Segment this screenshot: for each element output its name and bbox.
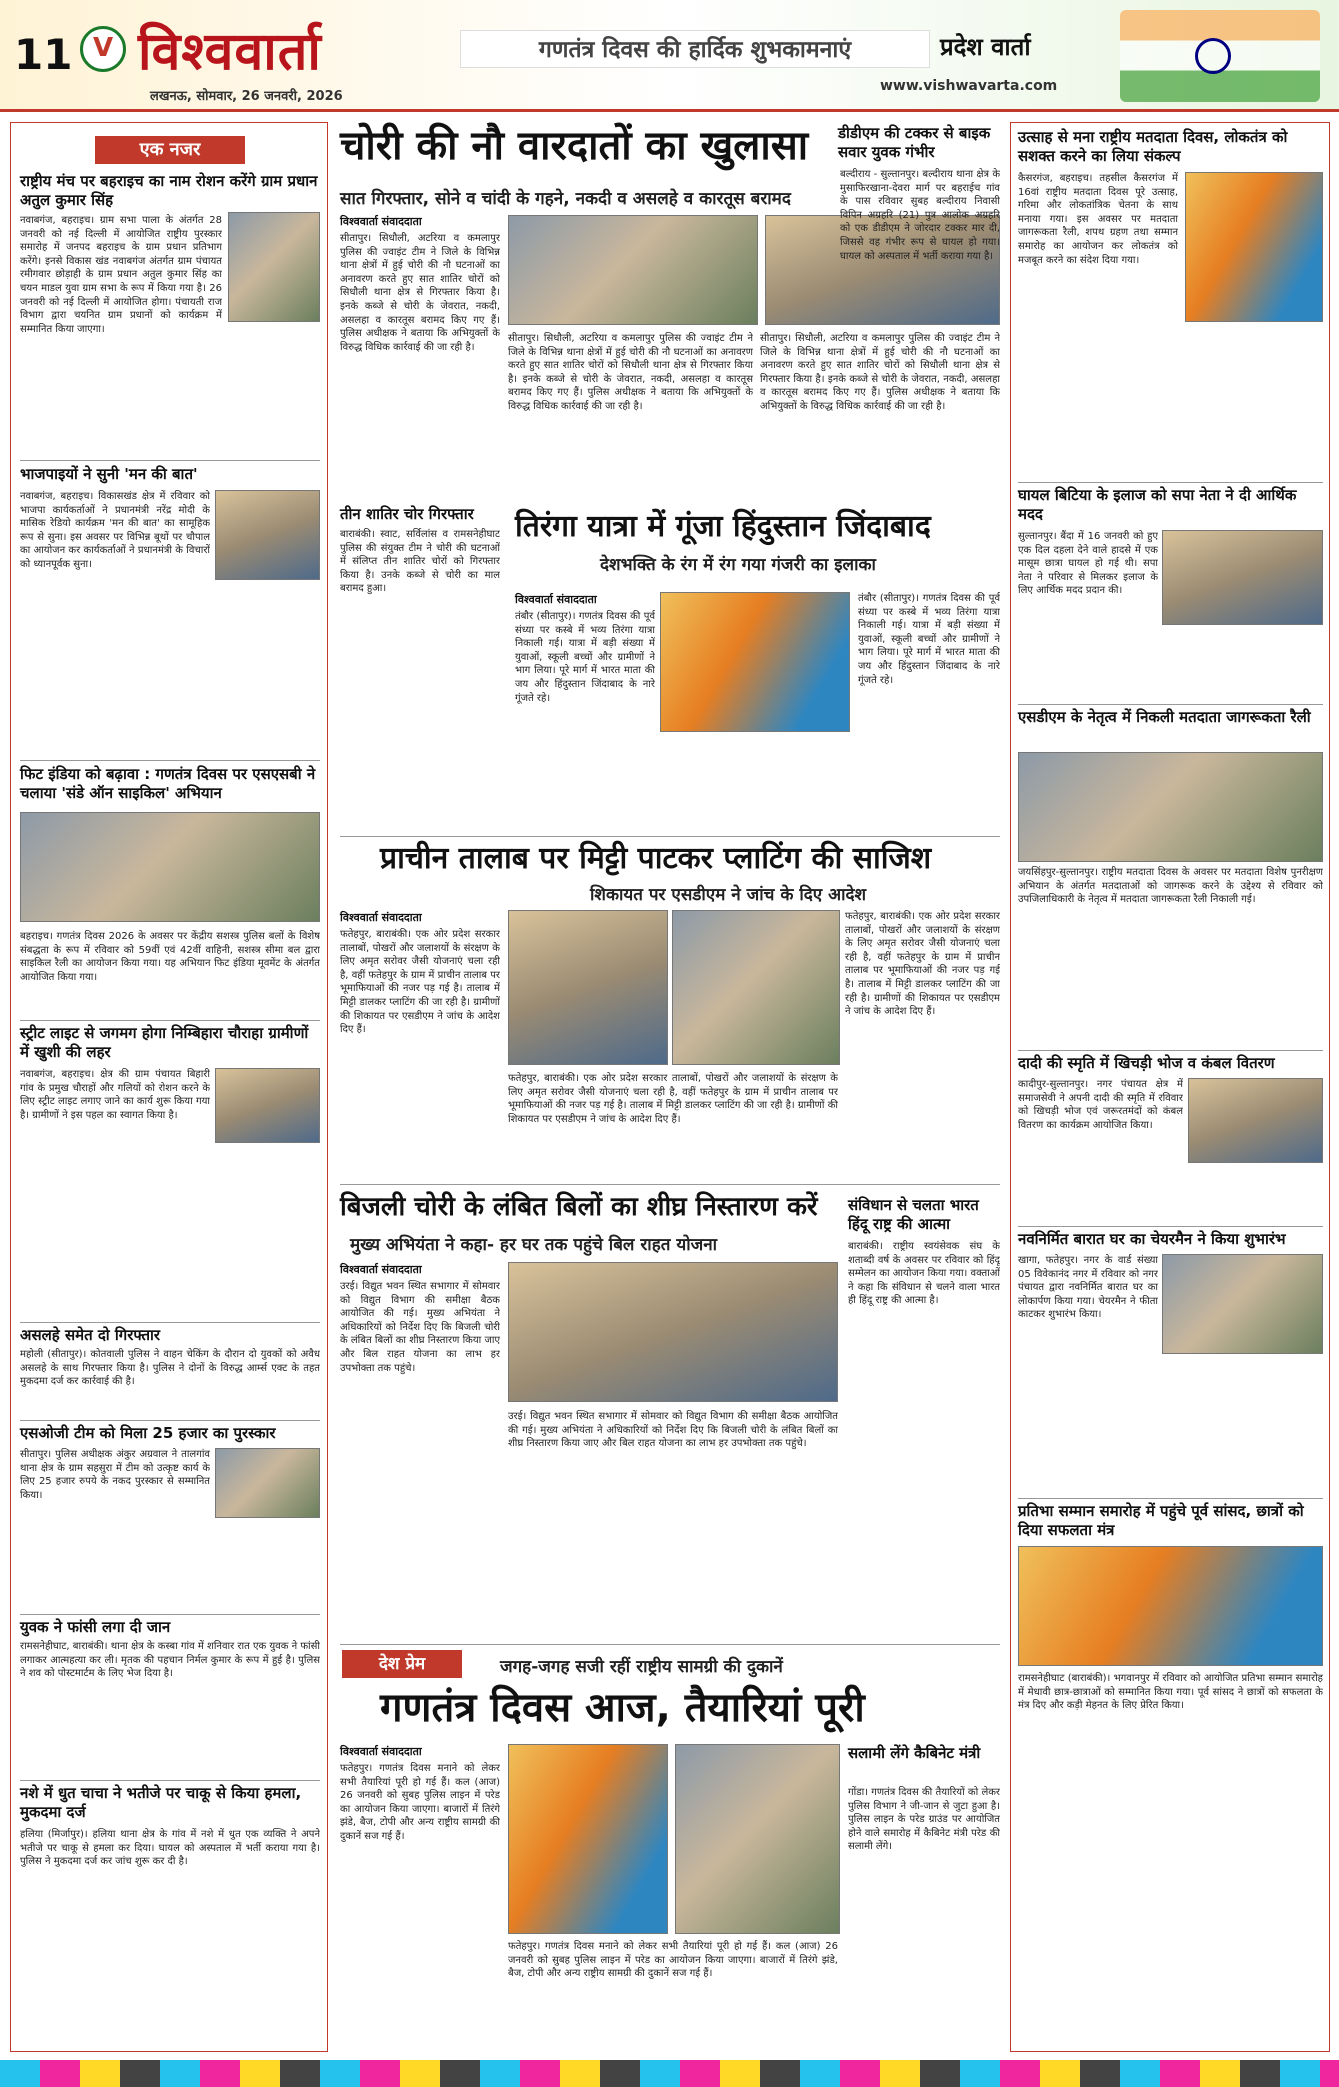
right-story-7-headline: प्रतिभा सम्मान समारोह में पहुंचे पूर्व सांसद, छात्रों को दिया सफलता मंत्र	[1018, 1502, 1304, 1539]
pond-headline: प्राचीन तालाब पर मिट्टी पाटकर प्लाटिंग की साजिश	[380, 841, 932, 876]
divider	[1018, 1226, 1323, 1227]
divider	[340, 1184, 1000, 1185]
divider	[1018, 482, 1323, 483]
right-story-6-body: खागा, फतेहपुर। नगर के वार्ड संख्या 05 विवेकानंद नगर में रविवार को नगर पंचायत द्वारा नवनिर्मित बारात घर का लोकार्पण किया गया। चेयरमैन ने फीता काटकर शुभारंभ किया।	[1018, 1255, 1158, 1321]
felicitation-photo	[1018, 1546, 1323, 1666]
ek-nazar-header: एक नजर	[95, 136, 245, 164]
divider	[20, 1020, 320, 1021]
pond-photo-site	[672, 910, 840, 1065]
logo-letter: V	[93, 33, 114, 63]
pond-subheadline: शिकायत पर एसडीएम ने जांच के दिए आदेश	[590, 885, 867, 905]
republic-body: फतेहपुर। गणतंत्र दिवस मनाने को लेकर सभी तैयारियां पूरी हो गई हैं। कल (आज) 26 जनवरी को सुबह पुलिस लाइन में परेड का आयोजन किया जाएगा। बाजारों में तिरंगे झंडे, बैज, टोपी और अन्य राष्ट्रीय सामग्री की दुकानें सज गई हैं।	[340, 1763, 500, 1842]
lead-headline: चोरी की नौ वारदातों का खुलासा	[340, 123, 809, 169]
section-title: प्रदेश वार्ता	[940, 33, 1031, 61]
constitution-headline: संविधान से चलता भारत हिंदू राष्ट्र की आत्मा	[848, 1196, 979, 1233]
pond-photo-officials	[508, 910, 668, 1065]
lead-body-continued-2: सीतापुर। सिधौली, अटरिया व कमलापुर पुलिस की ज्वाइंट टीम ने जिले के विभिन्न थाना क्षेत्रों में हुई चोरी की नौ घटनाओं का अनावरण करते हुए सात शातिर चोरों को सिधौली थाना क्षेत्र से गिरफ्तार किया है। इनके कब्जे से चोरी के जेवरात, नकदी, असलहा व कारतूस बरामद किए गए हैं। पुलिस अधीक्षक ने बताया कि अभियुक्तों के विरुद्ध विधिक कार्रवाई की जा रही है।	[760, 333, 1000, 412]
right-story-1-headline: डीडीएम की टक्कर से बाइक सवार युवक गंभीर	[838, 124, 991, 161]
republic-byline: विश्ववार्ता संवाददाता	[340, 1745, 422, 1758]
pond-body-continued: फतेहपुर, बाराबंकी। एक ओर प्रदेश सरकार तालाबों, पोखरों और जलाशयों के संरक्षण के लिए अमृत सरोवर जैसी योजनाएं चला रही है, वहीं फतेहपुर के ग्राम में प्राचीन तालाब पर भूमाफियाओं की नजर पड़ गई है। तालाब में मिट्टी डालकर प्लाटिंग की जा रही है। ग्रामीणों की शिकायत पर एसडीएम ने जांच के आदेश दिए हैं।	[508, 1073, 838, 1125]
tiranga-subheadline: देशभक्ति के रंग में रंग गया गंजरी का इलाका	[600, 555, 876, 575]
electricity-subheadline: मुख्य अभियंता ने कहा- हर घर तक पहुंचे बिल राहत योजना	[350, 1235, 718, 1255]
website-link[interactable]: www.vishwavarta.com	[880, 78, 1058, 94]
tiranga-byline: विश्ववार्ता संवाददाता	[515, 593, 597, 606]
lead-subheadline: सात गिरफ्तार, सोने व चांदी के गहने, नकदी व असलहे व कारतूस बरामद	[340, 189, 791, 209]
divider	[1018, 1498, 1323, 1499]
divider	[20, 760, 320, 761]
page-number: 11	[14, 30, 73, 79]
electricity-headline: बिजली चोरी के लंबित बिलों का शीघ्र निस्तारण करें	[340, 1192, 818, 1222]
right-story-5-headline: दादी की स्मृति में खिचड़ी भोज व कंबल वितरण	[1018, 1054, 1275, 1072]
salute-body: गोंडा। गणतंत्र दिवस की तैयारियों को लेकर पुलिस विभाग ने जी-जान से जुटा हुआ है। पुलिस लाइन के परेड ग्राउंड पर आयोजित होने वाले समारोह में कैबिनेट मंत्री परेड की सलामी लेंगे।	[848, 1787, 1000, 1853]
republic-headline: गणतंत्र दिवस आज, तैयारियां पूरी	[380, 1685, 865, 1731]
left-story-4-headline: स्ट्रीट लाइट से जगमग होगा निम्बिहारा चौराहा ग्रामीणों में खुशी की लहर	[20, 1024, 309, 1061]
lead-body: सीतापुर। सिधौली, अटरिया व कमलापुर पुलिस की ज्वाइंट टीम ने जिले के विभिन्न थाना क्षेत्रों में हुई चोरी की नौ घटनाओं का अनावरण करते हुए सात शातिर चोरों को सिधौली थाना क्षेत्र से गिरफ्तार किया है। इनके कब्जे से चोरी के जेवरात, नकदी, असलहा व कारतूस बरामद किए गए हैं। पुलिस अधीक्षक ने बताया कि अभियुक्तों के विरुद्ध विधिक कार्रवाई की जा रही है।	[340, 233, 500, 353]
tiranga-body-continued: तंबौर (सीतापुर)। गणतंत्र दिवस की पूर्व संध्या पर कस्बे में भव्य तिरंगा यात्रा निकाली गई। यात्रा में बड़ी संख्या में युवाओं, स्कूली बच्चों और ग्रामीणों ने भाग लिया। पूरे मार्ग में भारत माता की जय और हिंदुस्तान जिंदाबाद के नारे गूंजते रहे।	[858, 593, 1000, 686]
lead-side-headline: तीन शातिर चोर गिरफ्तार	[340, 505, 474, 523]
awareness-rally-photo	[1018, 752, 1323, 862]
tiranga-photo	[660, 592, 850, 732]
tiranga-body: तंबौर (सीतापुर)। गणतंत्र दिवस की पूर्व संध्या पर कस्बे में भव्य तिरंगा यात्रा निकाली गई। यात्रा में बड़ी संख्या में युवाओं, स्कूली बच्चों और ग्रामीणों ने भाग लिया। पूरे मार्ग में भारत माता की जय और हिंदुस्तान जिंदाबाद के नारे गूंजते रहे।	[515, 611, 655, 704]
divider	[20, 1614, 320, 1615]
divider	[340, 1644, 1000, 1645]
parade-photo	[675, 1744, 840, 1934]
left-story-2-headline: भाजपाइयों ने सुनी 'मन की बात'	[20, 465, 198, 483]
right-story-2-body: कैसरगंज, बहराइच। तहसील कैसरगंज में 16वां राष्ट्रीय मतदाता दिवस पूरे उत्साह, गरिमा और लोकतांत्रिक चेतना के साथ मनाया गया। इस अवसर पर मतदाता जागरूकता रैली, शपथ ग्रहण तथा सम्मान समारोह का आयोजन कर लोकतंत्र को मजबूत करने का संदेश दिया गया।	[1018, 173, 1178, 266]
divider	[1018, 1050, 1323, 1051]
lead-photo-arrested	[508, 215, 758, 325]
republic-day-greeting: गणतंत्र दिवस की हार्दिक शुभकामनाएं	[460, 30, 930, 68]
right-story-4-body: जयसिंहपुर-सुल्तानपुर। राष्ट्रीय मतदाता दिवस के अवसर पर मतदाता विशेष पुनरीक्षण अभियान के अंतर्गत मतदाताओं को जागरूक करने के उद्देश्य से रविवार को उपजिलाधिकारी के नेतृत्व में मतदाता जागरूकता रैली निकाली गई।	[1018, 867, 1323, 906]
divider	[20, 1322, 320, 1323]
right-story-7-body: रामसनेहीघाट (बाराबंकी)। भगवानपुर में रविवार को आयोजित प्रतिभा सम्मान समारोह में मेधावी छात्र-छात्राओं को सम्मानित किया गया। पूर्व सांसद ने छात्रों को सफलता के मंत्र दिए और कड़ी मेहनत के लिए प्रेरित किया।	[1018, 1673, 1323, 1712]
left-story-2-body: नवाबगंज, बहराइच। विकासखंड क्षेत्र में रविवार को भाजपा कार्यकर्ताओं ने प्रधानमंत्री नरेंद्र मोदी के मासिक रेडियो कार्यक्रम 'मन की बात' का सामूहिक रूप से सुना। इस अवसर पर विभिन्न बूथों पर चौपाल का आयोजन कर कार्यकर्ताओं ने प्रधानमंत्री के विचारों को ध्यानपूर्वक सुना।	[20, 491, 210, 570]
lead-side-body: बाराबंकी। स्वाट, सर्विलांस व रामसनेहीघाट पुलिस की संयुक्त टीम ने चोरी की घटनाओं में संलिप्त तीन शातिर चोरों को गिरफ्तार किया है। उनके कब्जे से चोरी का माल बरामद हुआ।	[340, 529, 500, 595]
dateline: लखनऊ, सोमवार, 26 जनवरी, 2026	[150, 89, 343, 104]
aid-photo	[1162, 530, 1323, 625]
portrait-photo	[228, 212, 320, 322]
pond-body-continued-2: फतेहपुर, बाराबंकी। एक ओर प्रदेश सरकार तालाबों, पोखरों और जलाशयों के संरक्षण के लिए अमृत सरोवर जैसी योजनाएं चला रही है, वहीं फतेहपुर के ग्राम में प्राचीन तालाब पर भूमाफियाओं की नजर पड़ गई है। तालाब में मिट्टी डालकर प्लाटिंग की जा रही है। ग्रामीणों की शिकायत पर एसडीएम ने जांच के आदेश दिए हैं।	[845, 911, 1000, 1018]
republic-body-continued: फतेहपुर। गणतंत्र दिवस मनाने को लेकर सभी तैयारियां पूरी हो गई हैं। कल (आज) 26 जनवरी को सुबह पुलिस लाइन में परेड का आयोजन किया जाएगा। बाजारों में तिरंगे झंडे, बैज, टोपी और अन्य राष्ट्रीय सामग्री की दुकानें सज गई हैं।	[508, 1941, 838, 1980]
divider	[20, 460, 320, 461]
sog-team-photo	[215, 1448, 320, 1518]
electricity-byline: विश्ववार्ता संवाददाता	[340, 1263, 422, 1276]
print-color-bar	[0, 2060, 1339, 2087]
paper-name: विश्ववार्ता	[138, 22, 322, 82]
meeting-photo	[215, 490, 320, 580]
left-story-7-headline: युवक ने फांसी लगा दी जान	[20, 1618, 171, 1636]
electricity-meeting-photo	[508, 1262, 838, 1402]
left-story-3-headline: फिट इंडिया को बढ़ावा : गणतंत्र दिवस पर एसएसबी ने चलाया 'संडे ऑन साइकिल' अभियान	[20, 765, 316, 802]
right-story-3-body: सुल्तानपुर। बैंदा में 16 जनवरी को हुए एक दिल दहला देने वाले हादसे में एक मासूम छात्रा घायल हो गई थी। सपा नेता ने परिवार से मिलकर इलाज के लिए आर्थिक मदद प्रदान की।	[1018, 531, 1158, 597]
right-story-3-headline: घायल बिटिया के इलाज को सपा नेता ने दी आर्थिक मदद	[1018, 486, 1297, 523]
right-story-1-body: बल्दीराय - सुल्तानपुर। बल्दीराय थाना क्षेत्र के मुसाफिरखाना-देवरा मार्ग पर बहराईच गांव के पास रविवार सुबह बल्दीराय निवासी विपिन अग्रहरि (21) पुत्र आलोक अग्रहरि को एक डीडीएम ने जोरदार टक्कर मार दी, जिससे वह गंभीर रूप से घायल हो गया। घायल को अस्पताल में भर्ती कराया गया है।	[840, 169, 1000, 262]
ashoka-chakra-icon	[1195, 38, 1231, 74]
right-story-2-headline: उत्साह से मना राष्ट्रीय मतदाता दिवस, लोकतंत्र को सशक्त करने का लिया संकल्प	[1018, 128, 1288, 165]
left-story-8-body: हलिया (मिर्जापुर)। हलिया थाना क्षेत्र के गांव में नशे में धुत एक व्यक्ति ने अपने भतीजे पर चाकू से हमला कर दिया। घायल को अस्पताल में भर्ती कराया गया है। पुलिस ने मुकदमा दर्ज कर जांच शुरू कर दी है।	[20, 1829, 320, 1868]
barat-ghar-photo	[1162, 1254, 1323, 1354]
divider	[340, 836, 1000, 837]
left-story-5-body: महोली (सीतापुर)। कोतवाली पुलिस ने वाहन चेकिंग के दौरान दो युवकों को अवैध असलहे के साथ गिरफ्तार किया है। पुलिस ने दोनों के विरुद्ध आर्म्स एक्ट के तहत मुकदमा दर्ज कर कार्रवाई की है।	[20, 1349, 320, 1388]
blanket-distribution-photo	[1188, 1078, 1323, 1163]
left-story-6-headline: एसओजी टीम को मिला 25 हजार का पुरस्कार	[20, 1424, 276, 1442]
voter-day-photo	[1185, 172, 1323, 322]
lead-body-continued: सीतापुर। सिधौली, अटरिया व कमलापुर पुलिस की ज्वाइंट टीम ने जिले के विभिन्न थाना क्षेत्रों में हुई चोरी की नौ घटनाओं का अनावरण करते हुए सात शातिर चोरों को सिधौली थाना क्षेत्र से गिरफ्तार किया है। इनके कब्जे से चोरी के जेवरात, नकदी, असलहा व कारतूस बरामद किए गए हैं। पुलिस अधीक्षक ने बताया कि अभियुक्तों के विरुद्ध विधिक कार्रवाई की जा रही है।	[508, 333, 753, 412]
pond-byline: विश्ववार्ता संवाददाता	[340, 911, 422, 924]
right-story-5-body: कादीपुर-सुल्तानपुर। नगर पंचायत क्षेत्र में समाजसेवी ने अपनी दादी की स्मृति में रविवार को खिचड़ी भोज एवं जरूरतमंदों को कंबल वितरण का कार्यक्रम आयोजित किया।	[1018, 1079, 1183, 1131]
logo-icon	[80, 26, 126, 72]
left-story-8-headline: नशे में धुत चाचा ने भतीजे पर चाकू से किया हमला, मुकदमा दर्ज	[20, 1784, 302, 1821]
left-story-5-headline: असलहे समेत दो गिरफ्तार	[20, 1326, 161, 1344]
electricity-body: उरई। विद्युत भवन स्थित सभागार में सोमवार को विद्युत विभाग की समीक्षा बैठक आयोजित की गई। मुख्य अभियंता ने अधिकारियों को निर्देश दिए कि बिजली चोरी के लंबित बिलों का शीघ्र निस्तारण किया जाए और बिल राहत योजना का लाभ हर उपभोक्ता तक पहुंचे।	[340, 1281, 500, 1374]
left-story-3-body: बहराइच। गणतंत्र दिवस 2026 के अवसर पर केंद्रीय सशस्त्र पुलिस बलों के विशेष संबद्धता के रूप में रविवार को 59वीं एवं 42वीं वाहिनी, सशस्त्र सीमा बल द्वारा साइकिल रैली का आयोजन किया गया। यह अभियान फिट इंडिया मूवमेंट के अंतर्गत आयोजित किया गया।	[20, 931, 320, 983]
divider	[1018, 704, 1323, 705]
flag-shop-photo	[508, 1744, 668, 1934]
salute-headline: सलामी लेंगे कैबिनेट मंत्री	[848, 1744, 981, 1762]
divider	[20, 1780, 320, 1781]
left-story-6-body: सीतापुर। पुलिस अधीक्षक अंकुर अग्रवाल ने तालगांव थाना क्षेत्र के ग्राम सहसुरा में टीम को उत्कृष्ट कार्य के लिए 25 हजार रुपये के नकद पुरस्कार से सम्मानित किया।	[20, 1449, 210, 1501]
left-story-1-body: नवाबगंज, बहराइच। ग्राम सभा पाला के अंतर्गत 28 जनवरी को नई दिल्ली में आयोजित राष्ट्रीय पुरस्कार समारोह में जनपद बहराइच के ग्राम प्रधान प्रतिभाग करेंगे। इनसे विकास खंड नवाबगंज अंतर्गत ग्राम पंचायत रमीगवार छोड़ाही के ग्राम प्रधान अतुल कुमार सिंह का चयन माडल युवा ग्राम सभा के रूप में किया गया है। 26 जनवरी को नई दिल्ली में आयोजित होगा। पंचायती राज विभाग द्वारा चयनित ग्राम प्रधानों को कार्यक्रम में सम्मानित किया जाएगा।	[20, 215, 222, 335]
desh-prem-tag: देश प्रेम	[342, 1650, 462, 1678]
right-story-4-headline: एसडीएम के नेतृत्व में निकली मतदाता जागरूकता रैली	[1018, 708, 1311, 726]
lead-byline: विश्ववार्ता संवाददाता	[340, 215, 422, 228]
right-story-6-headline: नवनिर्मित बारात घर का चेयरमैन ने किया शुभारंभ	[1018, 1230, 1286, 1248]
electricity-body-continued: उरई। विद्युत भवन स्थित सभागार में सोमवार को विद्युत विभाग की समीक्षा बैठक आयोजित की गई। मुख्य अभियंता ने अधिकारियों को निर्देश दिए कि बिजली चोरी के लंबित बिलों का शीघ्र निस्तारण किया जाए और बिल राहत योजना का लाभ हर उपभोक्ता तक पहुंचे।	[508, 1411, 838, 1450]
republic-kicker: जगह-जगह सजी रहीं राष्ट्रीय सामग्री की दुकानें	[500, 1657, 783, 1677]
left-story-7-body: रामसनेहीघाट, बाराबंकी। थाना क्षेत्र के कस्बा गांव में शनिवार रात एक युवक ने फांसी लगाकर आत्महत्या कर ली। मृतक की पहचान निर्मल कुमार के रूप में हुई है। पुलिस ने शव को पोस्टमार्टम के लिए भेज दिया है।	[20, 1641, 320, 1680]
cycle-rally-photo	[20, 812, 320, 922]
left-story-1-headline: राष्ट्रीय मंच पर बहराइच का नाम रोशन करेंगे ग्राम प्रधान अतुल कुमार सिंह	[20, 172, 318, 209]
tiranga-headline: तिरंगा यात्रा में गूंजा हिंदुस्तान जिंदाबाद	[515, 509, 931, 544]
pond-body: फतेहपुर, बाराबंकी। एक ओर प्रदेश सरकार तालाबों, पोखरों और जलाशयों के संरक्षण के लिए अमृत सरोवर जैसी योजनाएं चला रही है, वहीं फतेहपुर के ग्राम में प्राचीन तालाब पर भूमाफियाओं की नजर पड़ गई है। तालाब में मिट्टी डालकर प्लाटिंग की जा रही है। ग्रामीणों की शिकायत पर एसडीएम ने जांच के आदेश दिए हैं।	[340, 929, 500, 1036]
constitution-body: बाराबंकी। राष्ट्रीय स्वयंसेवक संघ के शताब्दी वर्ष के अवसर पर रविवार को हिंदू सम्मेलन का आयोजन किया गया। वक्ताओं ने कहा कि संविधान से चलने वाला भारत ही हिंदू राष्ट्र की आत्मा है।	[848, 1241, 1000, 1307]
street-light-photo	[215, 1068, 320, 1143]
divider	[20, 1420, 320, 1421]
left-story-4-body: नवाबगंज, बहराइच। क्षेत्र की ग्राम पंचायत बिहारी गांव के प्रमुख चौराहों और गलियों को रोशन करने के लिए स्ट्रीट लाइट लगाए जाने का कार्य शुरू किया गया है। ग्रामीणों ने इस पहल का स्वागत किया है।	[20, 1069, 210, 1121]
